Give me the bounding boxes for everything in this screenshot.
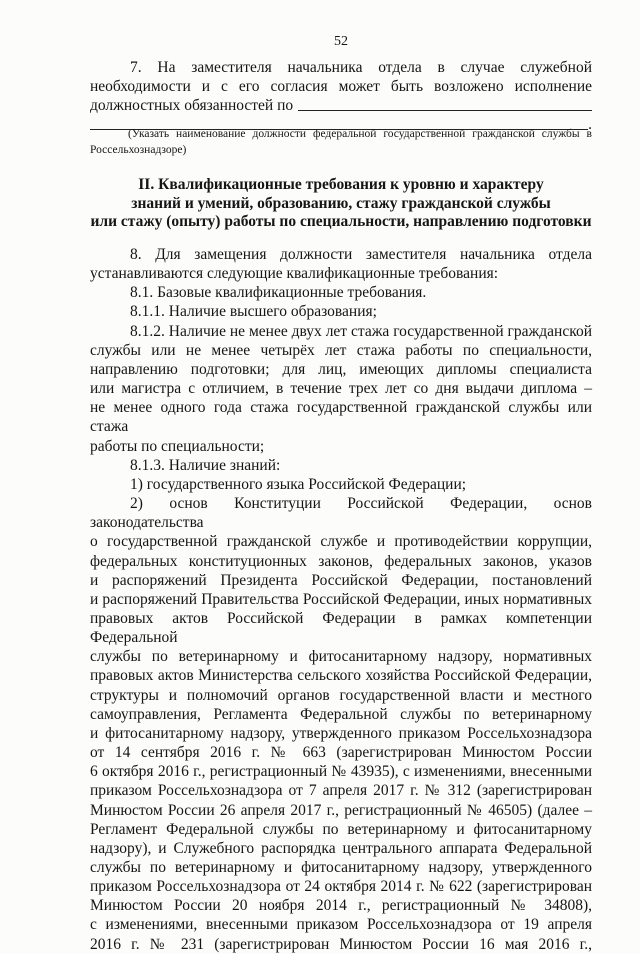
text-line: 6 октября 2016 г., регистрационный № 43935), с изменениями, внесенными <box>90 763 592 781</box>
text-line: работы по специальности; <box>90 437 265 455</box>
heading-line-2: знаний и умений, образованию, стажу гражданской службы <box>131 194 551 212</box>
text-line: не менее одного года стажа государственной гражданской службы или стажа <box>90 399 592 436</box>
heading-line-3: или стажу (опыту) работы по специальности, направлению подготовки <box>90 213 592 230</box>
text-line: 8.1.2. Наличие не менее двух лет стажа государственной гражданской <box>130 322 592 340</box>
text-line: самоуправления, Регламента Федеральной службы по ветеринарному <box>90 705 592 723</box>
body-text <box>90 245 592 954</box>
text-line: и фитосанитарному надзору, утвержденного приказом Россельхознадзора <box>90 724 592 742</box>
paragraph-7-line-1: 7. На заместителя начальника отдела в случае служебной <box>130 59 592 76</box>
text-line: о государственной гражданской службе и противодействии коррупции, <box>90 533 592 551</box>
text-line: 8.1.1. Наличие высшего образования; <box>130 303 377 321</box>
text-line: 2016 г. № 231 (зарегистрирован Минюстом России 16 мая 2016 г., <box>90 935 592 953</box>
text-line: 8. Для замещения должности заместителя начальника отдела <box>130 246 592 263</box>
footnote-line-1: (Указать наименование должности федеральной государственной гражданской службы в <box>128 128 592 140</box>
text-line: Минюстом России 20 ноября 2014 г., регистрационный № 34808), <box>90 897 592 915</box>
paragraph <box>90 494 592 954</box>
text-line: приказом Россельхознадзора от 7 апреля 2017 г. № 312 (зарегистрирован <box>90 782 592 800</box>
fill-in-blank-line <box>298 109 592 111</box>
text-line: с изменениями, внесенными приказом Россельхознадзора от 19 апреля <box>90 916 592 934</box>
text-line: 8.1.3. Наличие знаний: <box>130 456 281 474</box>
footnote-line-2: Россельхознадзоре) <box>90 143 187 156</box>
text-line: устанавливаются следующие квалификационные требования: <box>90 265 499 283</box>
text-line: правовых актов Российской Федерации в рамках компетенции Федеральной <box>90 609 592 647</box>
text-line: службы по ветеринарному и фитосанитарному надзору, нормативных <box>90 648 592 666</box>
text-line: 8.1. Базовые квалификационные требования. <box>130 284 427 302</box>
paragraph <box>90 322 592 456</box>
heading-line-1: II. Квалификационные требования к уровню и характеру <box>138 176 544 193</box>
text-line: приказом Россельхознадзора от 24 октября 2014 г. № 622 (зарегистрирован <box>90 878 592 896</box>
text-line: и распоряжений Правительства Российской Федерации, иных нормативных <box>90 590 592 608</box>
page-number: 52 <box>334 34 348 49</box>
paragraph-7-line-3 <box>90 96 592 115</box>
paragraph <box>90 456 592 475</box>
paragraph-7 <box>90 58 592 134</box>
footnote-instruction <box>90 127 592 158</box>
paragraph <box>90 283 592 302</box>
blank-end-punctuation: . <box>588 116 592 133</box>
text-line: структуры и полномочий органов государственной власти и местного <box>90 686 592 704</box>
text-line: 1) государственного языка Российской Федерации; <box>130 475 467 493</box>
text-line: направлению подготовки; для лиц, имеющих дипломы специалиста <box>90 360 592 378</box>
text-line: от 14 сентября 2016 г. № 663 (зарегистрирован Минюстом России <box>90 744 592 762</box>
text-line: правовых актов Министерства сельского хозяйства Российской Федерации, <box>90 667 592 685</box>
text-line: надзору), и Служебного распорядка центрального аппарата Федеральной <box>90 839 592 857</box>
paragraph <box>90 475 592 494</box>
text-line: службы по ветеринарному и фитосанитарному надзору, утвержденного <box>90 859 592 876</box>
paragraph <box>90 245 592 283</box>
paragraph-7-line-3-text: должностных обязанностей по <box>90 97 294 114</box>
text-line: или магистра с отличием, в течение трех лет со дня выдачи диплома – <box>90 380 592 398</box>
text-line: федеральных конституционных законов, федеральных законов, указов <box>90 552 592 570</box>
paragraph-7-line-2: необходимости и с его согласия может быть возложено исполнение <box>90 78 592 95</box>
text-line: 2) основ Конституции Российской Федерации, основ законодательства <box>90 495 592 532</box>
paragraph <box>90 302 592 321</box>
text-line: и распоряжений Президента Российской Федерации, постановлений <box>90 571 592 589</box>
text-line: Регламент Федеральной службы по ветеринарному и фитосанитарному <box>90 820 592 838</box>
section-heading <box>90 176 592 232</box>
text-line: Минюстом России 26 апреля 2017 г., регистрационный № 46505) (далее – <box>90 801 592 819</box>
text-line: службы или не менее четырёх лет стажа работы по специальности, <box>90 341 592 359</box>
